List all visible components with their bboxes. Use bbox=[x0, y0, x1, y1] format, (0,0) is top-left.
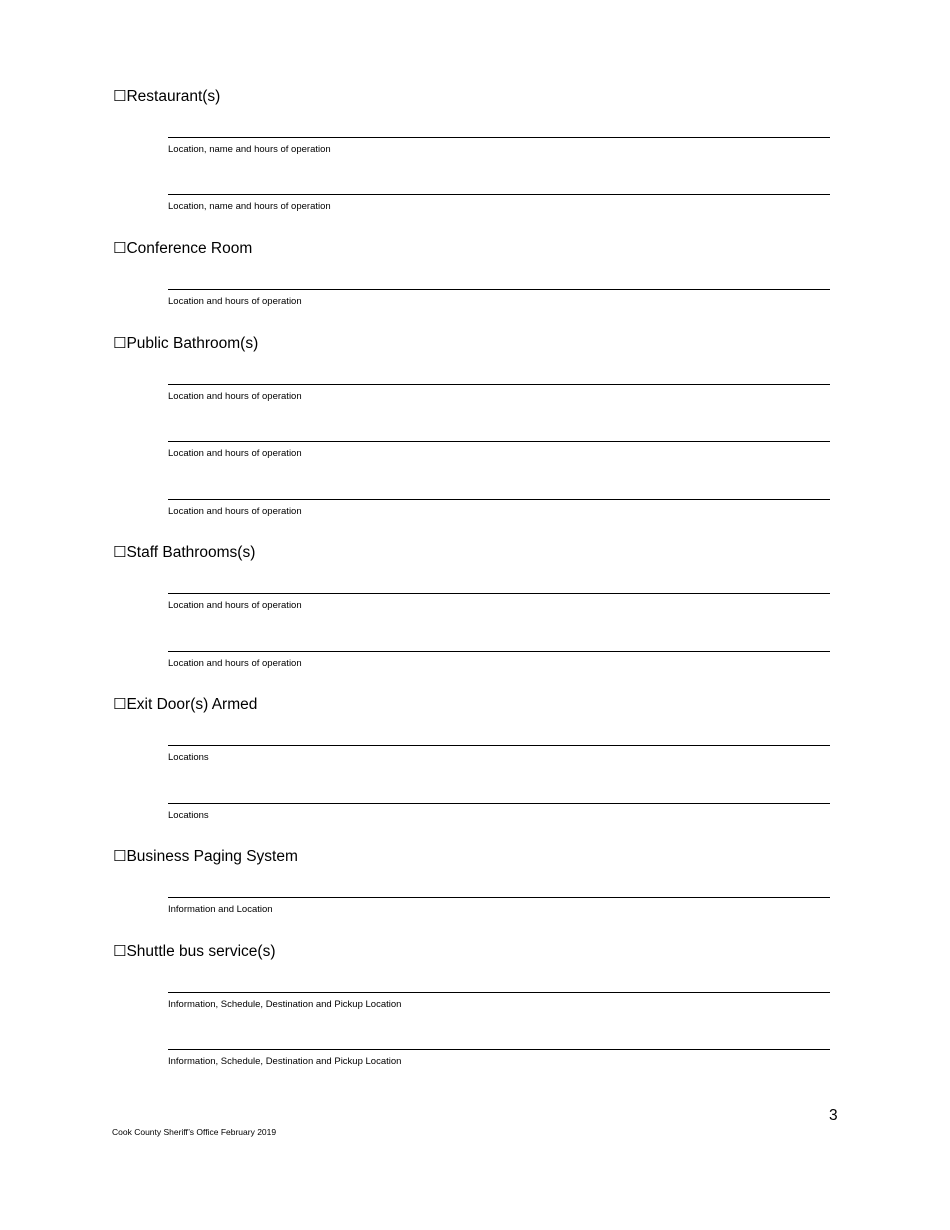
exit-doors-field-line-1[interactable] bbox=[168, 745, 830, 746]
shuttle-bus-field-line-2[interactable] bbox=[168, 1049, 830, 1050]
checkbox-icon[interactable]: ☐ bbox=[113, 88, 127, 105]
public-bathrooms-checkbox-label[interactable] bbox=[113, 335, 258, 353]
field-caption: Location and hours of operation bbox=[168, 600, 302, 611]
shuttle-bus-checkbox-label[interactable] bbox=[113, 943, 275, 961]
field-caption: Location, name and hours of operation bbox=[168, 201, 331, 212]
field-caption: Location and hours of operation bbox=[168, 296, 302, 307]
field-caption: Information and Location bbox=[168, 904, 273, 915]
page-number: 3 bbox=[829, 1107, 838, 1124]
restaurants-field-line-1[interactable] bbox=[168, 137, 830, 138]
checkbox-icon[interactable]: ☐ bbox=[113, 848, 127, 865]
field-caption: Information, Schedule, Destination and Pickup Location bbox=[168, 1056, 402, 1067]
field-caption: Location and hours of operation bbox=[168, 448, 302, 459]
exit-doors-field-line-2[interactable] bbox=[168, 803, 830, 804]
public-bathrooms-field-line-2[interactable] bbox=[168, 441, 830, 442]
staff-bathrooms-field-line-2[interactable] bbox=[168, 651, 830, 652]
field-caption: Information, Schedule, Destination and Pickup Location bbox=[168, 999, 402, 1010]
paging-system-field-line-1[interactable] bbox=[168, 897, 830, 898]
field-caption: Location and hours of operation bbox=[168, 391, 302, 402]
staff-bathrooms-checkbox-label[interactable] bbox=[113, 544, 255, 562]
public-bathrooms-field-line-1[interactable] bbox=[168, 384, 830, 385]
section-title: Restaurant(s) bbox=[126, 88, 221, 105]
field-caption: Locations bbox=[168, 810, 209, 821]
section-title: Exit Door(s) Armed bbox=[126, 696, 258, 713]
field-caption: Location and hours of operation bbox=[168, 506, 302, 517]
section-title: Conference Room bbox=[126, 240, 253, 257]
shuttle-bus-field-line-1[interactable] bbox=[168, 992, 830, 993]
restaurants-field-line-2[interactable] bbox=[168, 194, 830, 195]
field-caption: Locations bbox=[168, 752, 209, 763]
conference-room-field-line-1[interactable] bbox=[168, 289, 830, 290]
checkbox-icon[interactable]: ☐ bbox=[113, 696, 127, 713]
paging-system-checkbox-label[interactable] bbox=[113, 848, 298, 866]
staff-bathrooms-field-line-1[interactable] bbox=[168, 593, 830, 594]
public-bathrooms-field-line-3[interactable] bbox=[168, 499, 830, 500]
footer-organization: Cook County Sheriff’s Office February 2019 bbox=[112, 1127, 277, 1137]
checkbox-icon[interactable]: ☐ bbox=[113, 943, 127, 960]
field-caption: Location, name and hours of operation bbox=[168, 144, 331, 155]
checkbox-icon[interactable]: ☐ bbox=[113, 335, 127, 352]
restaurants-checkbox-label[interactable] bbox=[113, 88, 220, 106]
section-title: Business Paging System bbox=[126, 848, 298, 865]
field-caption: Location and hours of operation bbox=[168, 658, 302, 669]
section-title: Shuttle bus service(s) bbox=[126, 943, 276, 960]
exit-doors-checkbox-label[interactable] bbox=[113, 696, 257, 714]
section-title: Public Bathroom(s) bbox=[126, 335, 259, 352]
section-title: Staff Bathrooms(s) bbox=[126, 544, 256, 561]
checkbox-icon[interactable]: ☐ bbox=[113, 240, 127, 257]
checkbox-icon[interactable]: ☐ bbox=[113, 544, 127, 561]
conference-room-checkbox-label[interactable] bbox=[113, 240, 252, 258]
